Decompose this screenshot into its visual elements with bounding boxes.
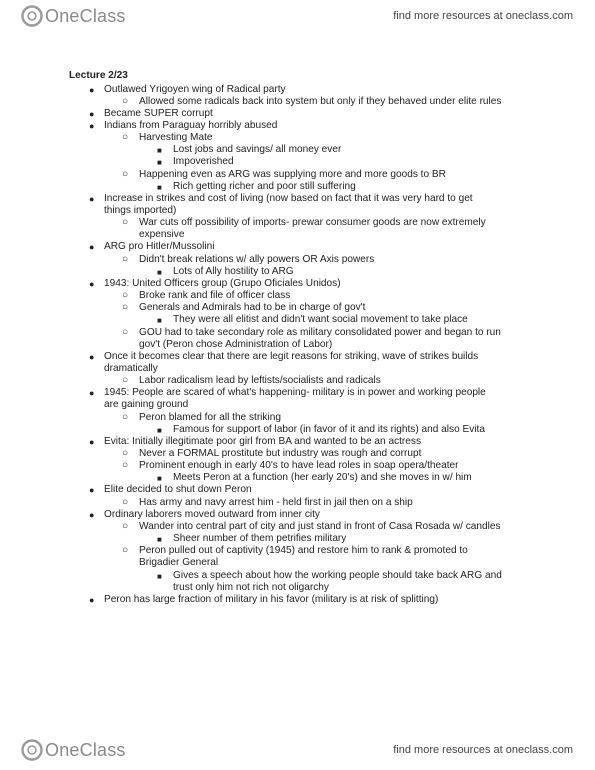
bullet-marker: ○ bbox=[122, 411, 129, 423]
page-footer bbox=[0, 734, 595, 770]
note-line: Broke rank and file of officer class bbox=[139, 290, 291, 302]
note-line: Peron pulled out of captivity (1945) and restore him to rank & promoted to bbox=[139, 545, 468, 557]
bullet-marker: ● bbox=[89, 84, 95, 95]
bullet-marker: ○ bbox=[122, 496, 129, 508]
note-line: Never a FORMAL prostitute but industry was rough and corrupt bbox=[139, 448, 422, 459]
bullet-marker: ● bbox=[89, 485, 95, 496]
bullet-marker: ■ bbox=[157, 182, 162, 192]
bullet-marker: ● bbox=[89, 509, 95, 520]
note-line: War cuts off possibility of imports- prewar consumer goods are now extremely bbox=[139, 217, 486, 229]
bullet-marker: ○ bbox=[122, 217, 129, 229]
oneclass-logo-icon bbox=[20, 738, 44, 762]
bullet-marker: ● bbox=[89, 278, 95, 289]
note-line: Famous for support of labor (in favor of it and its rights) and also Evita bbox=[173, 423, 485, 435]
note-line: Wander into central part of city and just stand in front of Casa Rosada w/ candles bbox=[139, 520, 501, 532]
resources-link[interactable]: find more resources at oneclass.com bbox=[393, 744, 573, 756]
note-line: Meets Peron at a function (her early 20's) and she moves in w/ him bbox=[173, 472, 472, 484]
bullet-marker: ○ bbox=[122, 253, 129, 265]
note-line: Indians from Paraguay horribly abused bbox=[104, 119, 278, 131]
note-line: trust only him not rich not oligarchy bbox=[173, 581, 329, 593]
bullet-marker: ■ bbox=[157, 535, 162, 545]
note-line: Has army and navy arrest him - held first in jail then on a ship bbox=[139, 496, 413, 508]
bullet-marker: ○ bbox=[122, 95, 129, 107]
note-line: ARG pro Hitler/Mussolini bbox=[104, 241, 215, 253]
logo-text: OneClass bbox=[45, 739, 126, 760]
note-line: Allowed some radicals back into system but only if they behaved under elite rules bbox=[139, 95, 502, 107]
bullet-marker: ■ bbox=[157, 425, 162, 435]
oneclass-logo-icon bbox=[20, 4, 44, 28]
bullet-marker: ● bbox=[89, 594, 95, 605]
bullet-marker: ○ bbox=[122, 290, 129, 302]
bullet-marker: ■ bbox=[157, 316, 162, 326]
bullet-marker: ● bbox=[89, 388, 95, 399]
note-line: Once it becomes clear that there are legit reasons for striking, wave of strikes builds bbox=[104, 350, 479, 362]
note-line: things imported) bbox=[104, 205, 177, 216]
note-line: Increase in strikes and cost of living (now based on fact that it was very hard to get bbox=[104, 192, 473, 204]
bullet-marker: ■ bbox=[157, 474, 162, 484]
bullet-marker: ● bbox=[89, 108, 95, 119]
bullet-marker: ■ bbox=[157, 267, 162, 277]
bullet-marker: ○ bbox=[122, 545, 129, 557]
note-line: Happening even as ARG was supplying more and more goods to BR bbox=[139, 168, 446, 180]
bullet-marker: ○ bbox=[122, 375, 129, 387]
note-line: GOU had to take secondary role as military consolidated power and began to run bbox=[139, 326, 501, 338]
bullet-marker: ● bbox=[89, 193, 95, 204]
bullet-marker: ○ bbox=[122, 132, 129, 144]
bullet-marker: ○ bbox=[122, 326, 129, 338]
note-line: 1945: People are scared of what's happening- military is in power and working people bbox=[104, 387, 486, 399]
bullet-marker: ○ bbox=[122, 168, 129, 180]
note-line: They were all elitist and didn't want social movement to take place bbox=[173, 314, 468, 326]
note-line: Lots of Ally hostility to ARG bbox=[173, 265, 294, 277]
note-line: Rich getting richer and poor still suffering bbox=[173, 180, 356, 192]
bullet-marker: ○ bbox=[122, 302, 129, 314]
note-line: Brigadier General bbox=[139, 557, 219, 569]
resources-link[interactable]: find more resources at oneclass.com bbox=[393, 10, 573, 22]
bullet-marker: ● bbox=[89, 436, 95, 447]
page-title: Lecture 2/23 bbox=[69, 70, 128, 81]
note-line: Outlawed Yrigoyen wing of Radical party bbox=[104, 83, 286, 95]
oneclass-logo[interactable] bbox=[20, 738, 126, 762]
bullet-marker: ■ bbox=[157, 158, 162, 168]
note-line: Evita: Initially illegitimate poor girl from BA and wanted to be an actress bbox=[104, 435, 421, 447]
bullet-marker: ○ bbox=[122, 460, 129, 472]
note-line: Didn't break relations w/ ally powers OR Axis powers bbox=[139, 253, 375, 265]
note-line: Became SUPER corrupt bbox=[104, 107, 213, 119]
note-line: Generals and Admirals had to be in charge of gov't bbox=[139, 302, 366, 314]
note-line: Peron blamed for all the striking bbox=[139, 411, 281, 423]
note-line: Labor radicalism lead by leftists/socialists and radicals bbox=[139, 375, 381, 387]
note-line: are gaining ground bbox=[104, 399, 189, 411]
bullet-marker: ○ bbox=[122, 520, 129, 532]
bullet-marker: ■ bbox=[157, 571, 162, 581]
note-line: Elite decided to shut down Peron bbox=[104, 484, 252, 496]
page-header bbox=[0, 0, 595, 36]
note-line: dramatically bbox=[104, 362, 158, 374]
note-line: Harvesting Mate bbox=[139, 132, 213, 144]
note-line: Impoverished bbox=[173, 156, 234, 168]
note-line: expensive bbox=[139, 229, 185, 241]
note-line: Gives a speech about how the working people should take back ARG and bbox=[173, 569, 502, 581]
note-line: Ordinary laborers moved outward from inner city bbox=[104, 508, 320, 520]
bullet-marker: ● bbox=[89, 242, 95, 253]
oneclass-logo[interactable] bbox=[20, 4, 126, 28]
note-line: Prominent enough in early 40's to have lead roles in soap opera/theater bbox=[139, 460, 459, 472]
note-line: 1943: United Officers group (Grupo Oficiales Unidos) bbox=[104, 277, 341, 289]
logo-text: OneClass bbox=[45, 5, 126, 26]
note-line: Sheer number of them petrifies military bbox=[173, 533, 347, 545]
note-line: Peron has large fraction of military in his favor (military is at risk of splitting) bbox=[104, 593, 439, 605]
note-line: Lost jobs and savings/ all money ever bbox=[173, 144, 342, 156]
bullet-marker: ● bbox=[89, 120, 95, 131]
bullet-marker: ○ bbox=[122, 448, 129, 459]
bullet-marker: ■ bbox=[157, 146, 162, 156]
note-line: gov't (Peron chose Administration of Labor) bbox=[139, 338, 333, 350]
bullet-marker: ● bbox=[89, 351, 95, 362]
